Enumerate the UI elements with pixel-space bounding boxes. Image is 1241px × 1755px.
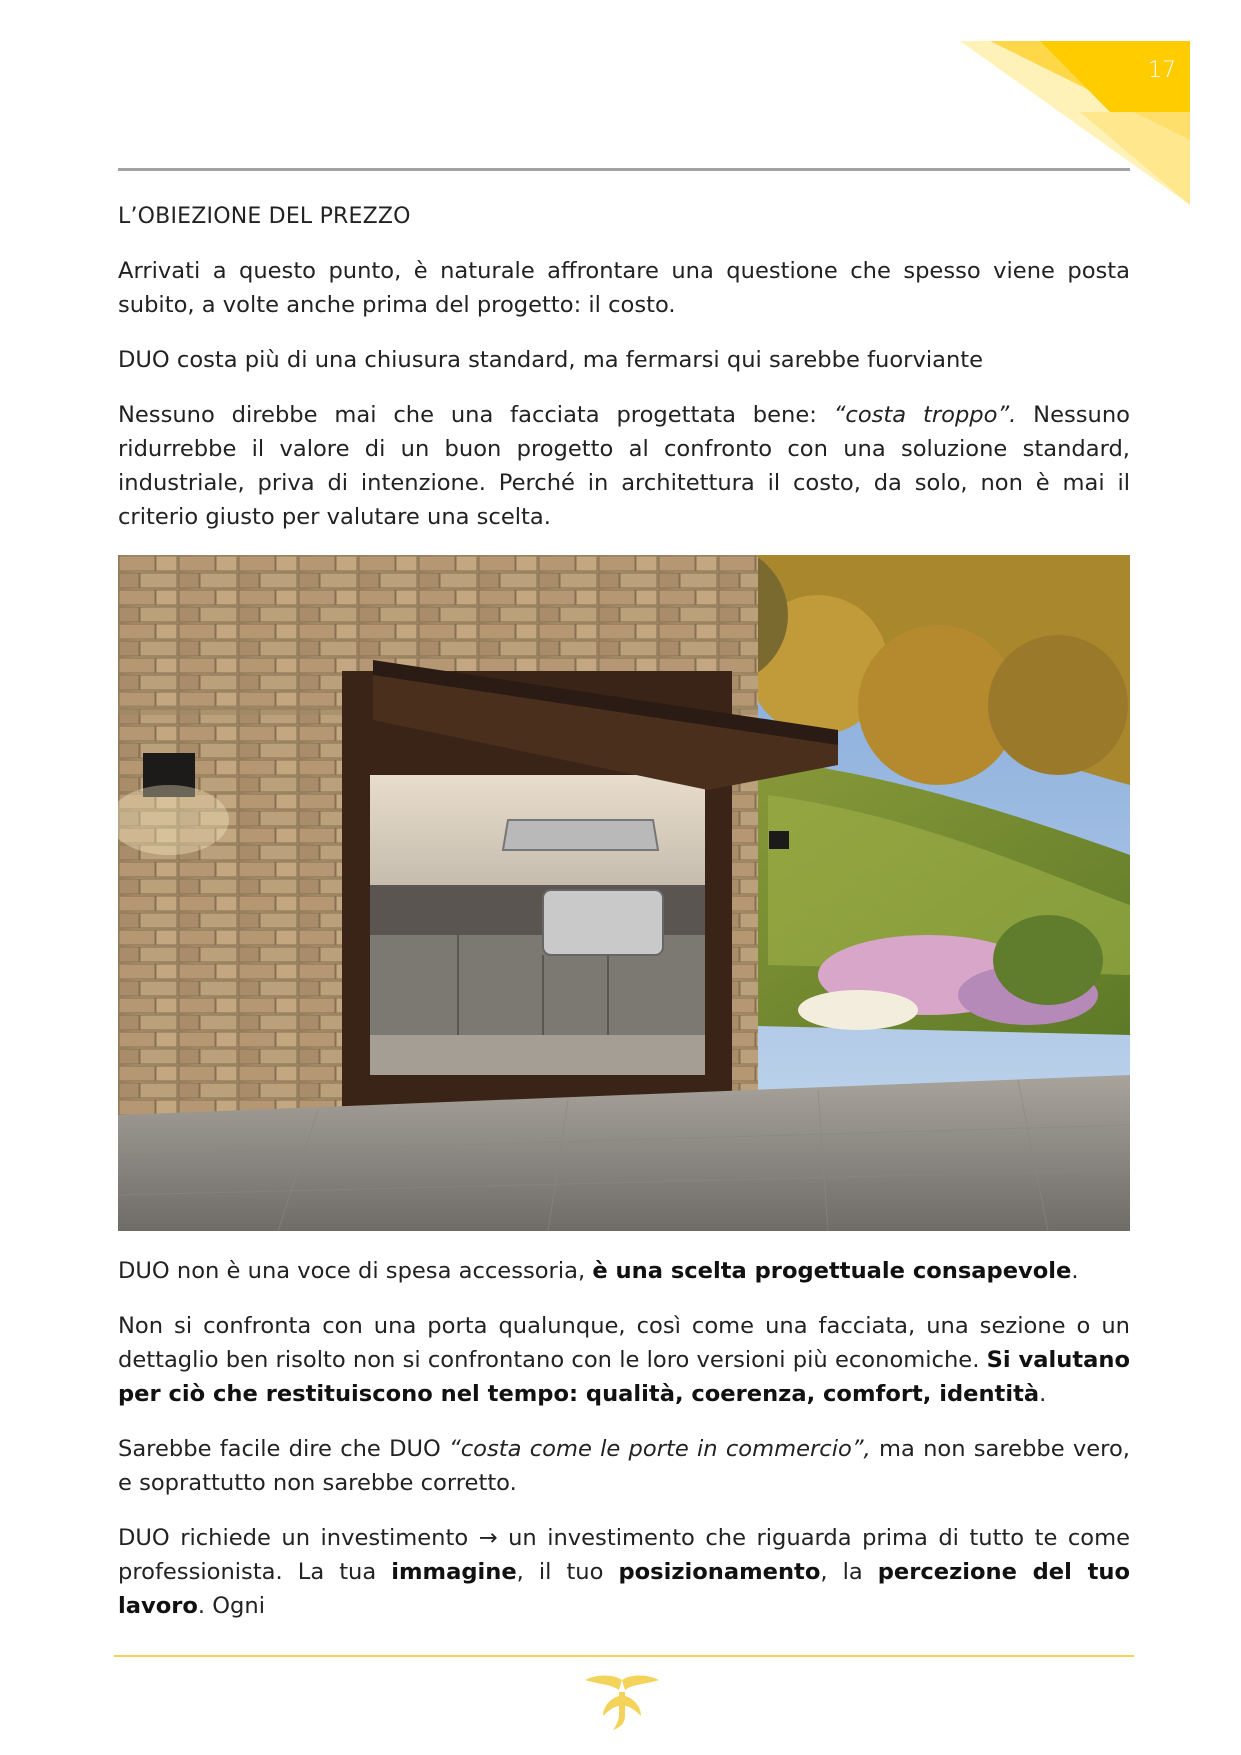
bold-text: posizionamento [618, 1559, 821, 1585]
text: DUO richiede un investimento [118, 1525, 479, 1551]
text: ma non sarebbe vero, e soprattutto non sarebbe corretto. [118, 1436, 1130, 1496]
quoted-text: “costa come le porte in commercio”, [449, 1436, 871, 1462]
bold-text: immagine [391, 1559, 517, 1585]
footer-divider [114, 1655, 1134, 1657]
page-body [118, 200, 1130, 1644]
paragraph-1: Arrivati a questo punto, è naturale affrontare una questione che spesso viene posta subito, a volte anche prima del progetto: il costo. [118, 258, 1130, 318]
bold-text: Si valutano per ciò che restituiscono nel tempo: qualità, coerenza, comfort, identità [118, 1347, 1130, 1407]
paragraph-6 [118, 1432, 1130, 1500]
text: Nessuno direbbe mai che una facciata progettata bene: [118, 402, 834, 428]
text: un investimento che riguarda prima di tutto te come professionista. La tua [118, 1525, 1130, 1585]
corner-decoration [0, 0, 1241, 220]
quoted-text: “costa troppo”. [833, 402, 1017, 428]
leaf-logo-icon [583, 1672, 661, 1732]
paragraph-5 [118, 1309, 1130, 1411]
paragraph-2: DUO costa più di una chiusura standard, ma fermarsi qui sarebbe fuorviante [118, 347, 984, 373]
top-divider [118, 168, 1130, 171]
text: . [1071, 1258, 1079, 1284]
text: . Ogni [197, 1593, 265, 1619]
section-heading: L’OBIEZIONE DEL PREZZO [118, 204, 411, 229]
text: Nessuno ridurrebbe il valore di un buon progetto al confronto con una soluzione standard, industriale, priva di intenzione. Perché in architettura il costo, da solo, non è mai il criterio giusto per valutare una scelta. [118, 402, 1130, 530]
paragraph-7 [118, 1521, 1130, 1623]
page-number: 17 [1148, 58, 1176, 83]
bold-text: è una scelta progettuale consapevole [592, 1258, 1072, 1284]
text: Sarebbe facile dire che DUO [118, 1436, 450, 1462]
bold-text: percezione del tuo lavoro [118, 1559, 1130, 1619]
paragraph-4 [118, 1254, 1130, 1288]
text: , la [820, 1559, 878, 1585]
text: DUO non è una voce di spesa accessoria, [118, 1258, 593, 1284]
text: , il tuo [516, 1559, 619, 1585]
paragraph-3 [118, 398, 1130, 534]
arrow-right-icon: → [478, 1525, 498, 1551]
text: . [1039, 1381, 1047, 1407]
outdoor-kitchen-photo [118, 555, 1130, 1231]
text: Non si confronta con una porta qualunque, così come una facciata, una sezione o un dettaglio ben risolto non si confrontano con le loro versioni più economiche. [118, 1313, 1130, 1373]
